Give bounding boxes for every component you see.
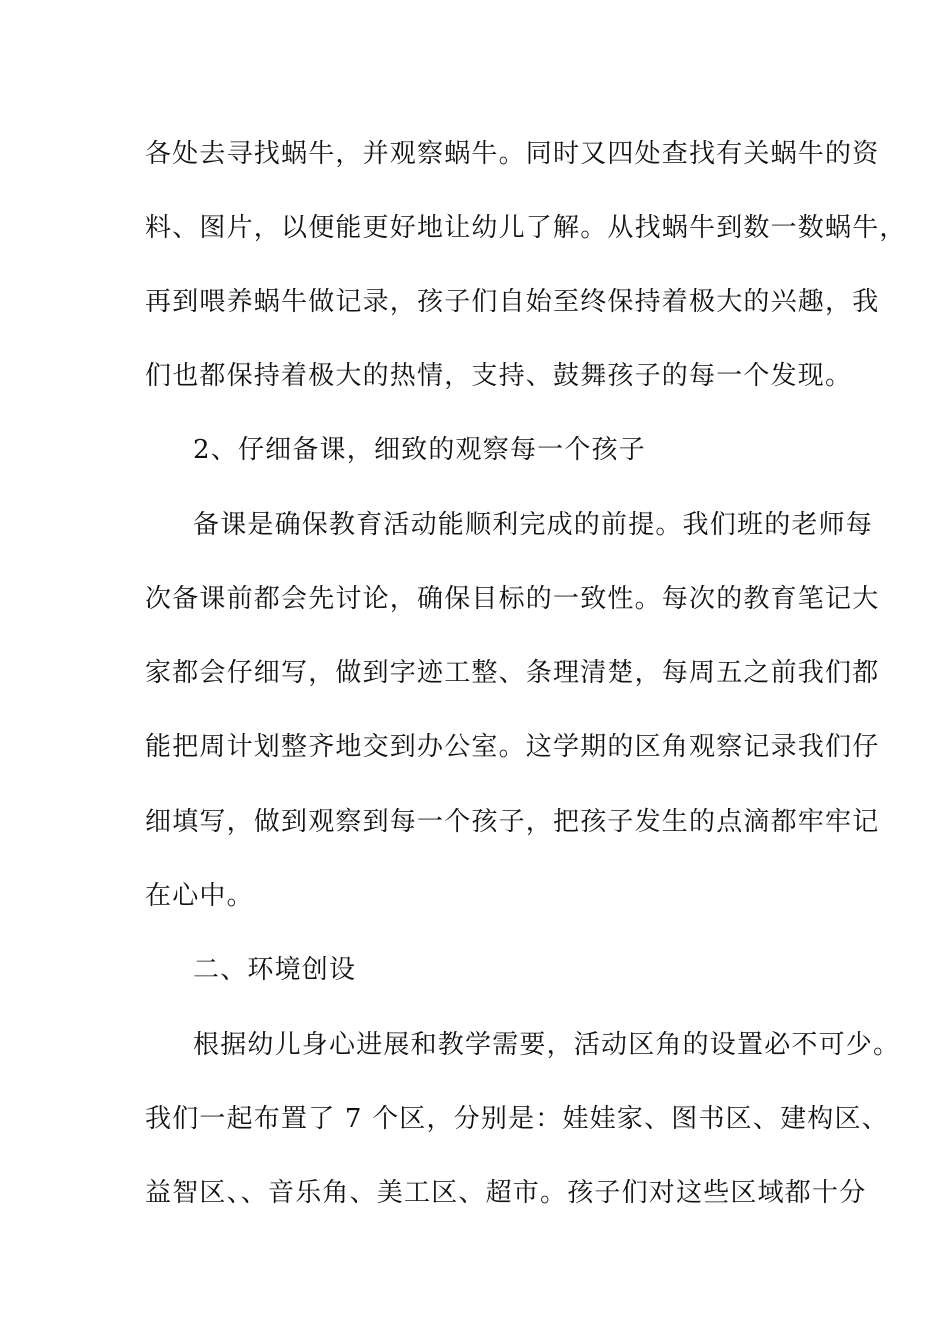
paragraph-line: 家都会仔细写，做到字迹工整、条理清楚，每周五之前我们都 bbox=[145, 658, 880, 688]
paragraph-line: 根据幼儿身心进展和教学需要，活动区角的设置必不可少。 bbox=[193, 1030, 901, 1060]
paragraph-line: 们也都保持着极大的热情，支持、鼓舞孩子的每一个发现。 bbox=[145, 361, 853, 391]
paragraph-line: 能把周计划整齐地交到办公室。这学期的区角观察记录我们仔 bbox=[145, 732, 880, 762]
section-heading: 2、仔细备课，细致的观察每一个孩子 bbox=[193, 435, 646, 465]
paragraph-line: 我们一起布置了 7 个区，分别是：娃娃家、图书区、建构区、 bbox=[145, 1104, 889, 1134]
paragraph-line: 细填写，做到观察到每一个孩子，把孩子发生的点滴都牢牢记 bbox=[145, 807, 880, 837]
paragraph-line: 再到喂养蜗牛做记录，孩子们自始至终保持着极大的兴趣，我 bbox=[145, 287, 880, 317]
paragraph-line: 益智区、、音乐角、美工区、超市。孩子们对这些区域都十分 bbox=[145, 1178, 867, 1208]
section-heading: 二、环境创设 bbox=[193, 955, 357, 985]
paragraph-line: 次备课前都会先讨论，确保目标的一致性。每次的教育笔记大 bbox=[145, 584, 880, 614]
paragraph-line: 各处去寻找蜗牛，并观察蜗牛。同时又四处查找有关蜗牛的资 bbox=[145, 139, 880, 169]
paragraph-line: 备课是确保教育活动能顺利完成的前提。我们班的老师每 bbox=[193, 510, 874, 540]
paragraph-line: 在心中。 bbox=[145, 881, 254, 911]
paragraph-line: 料、图片，以便能更好地让幼儿了解。从找蜗牛到数一数蜗牛， bbox=[145, 213, 907, 243]
